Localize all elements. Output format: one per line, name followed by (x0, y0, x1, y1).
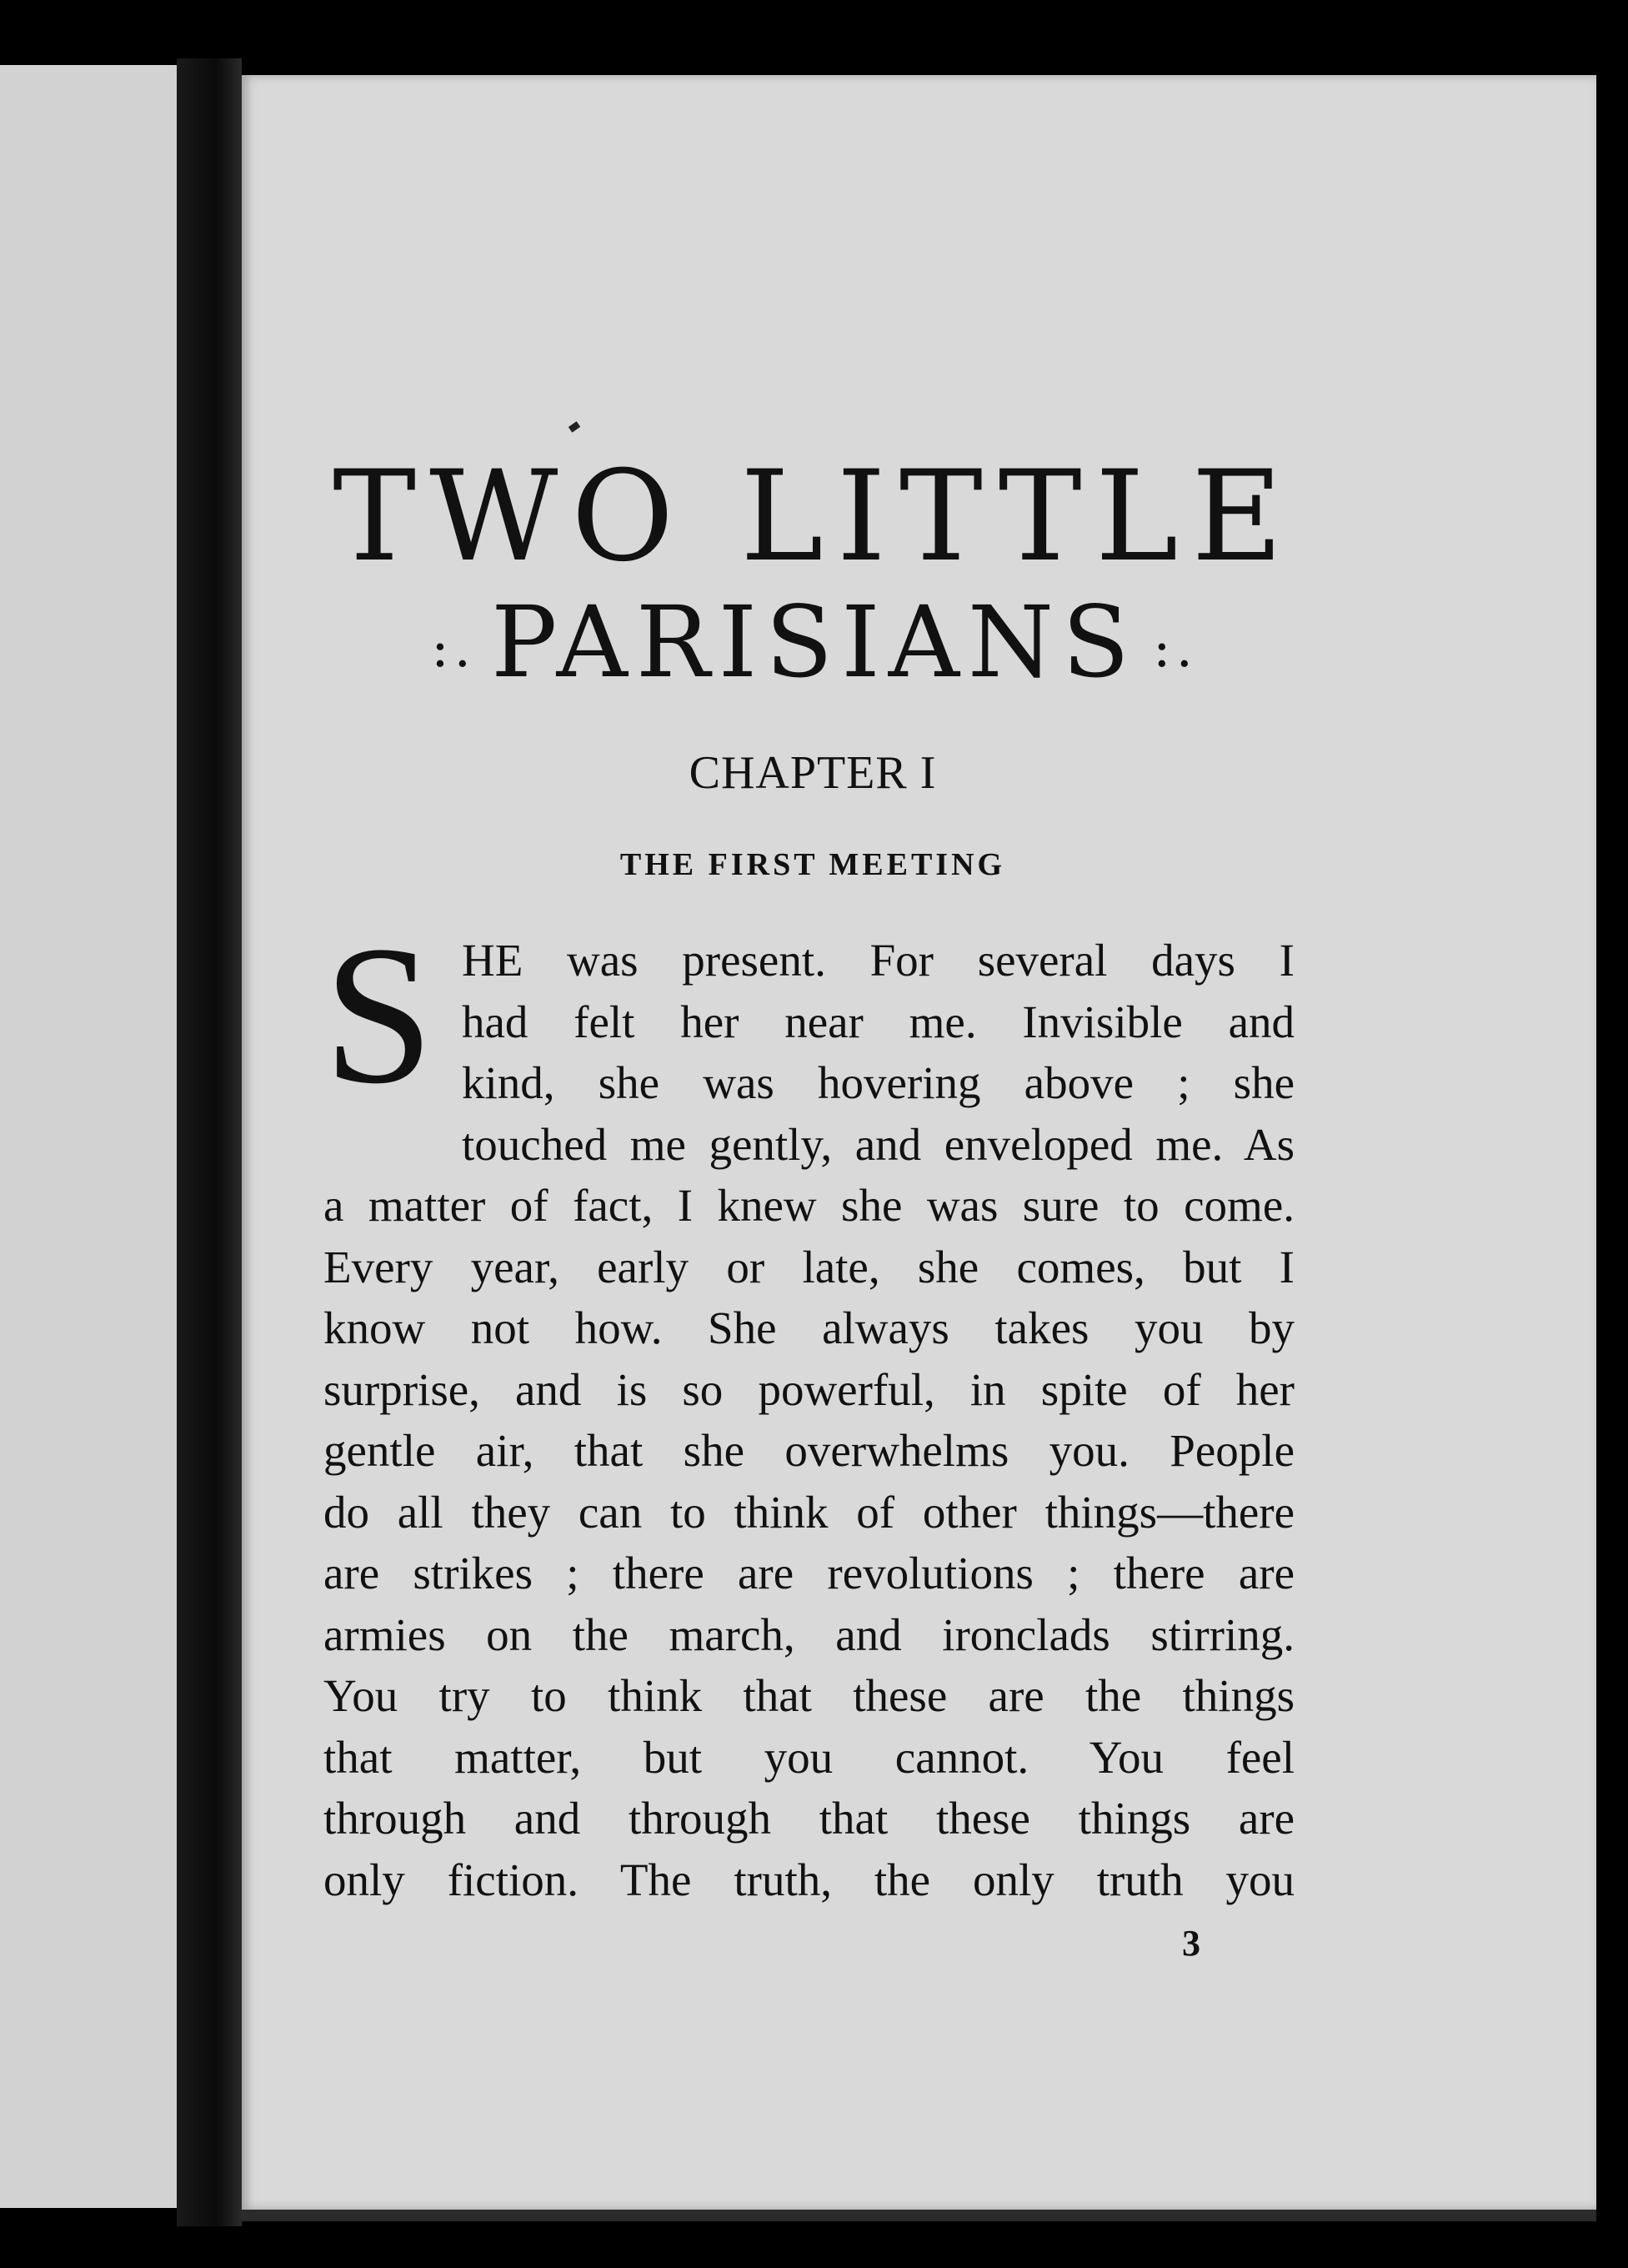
text-line: You try to think that these are the things (323, 1670, 1295, 1721)
title-line-1: TWO LITTLE (333, 444, 1296, 590)
page-number: 3 (1182, 1923, 1200, 1964)
text-line: only fiction. The truth, the only truth you (323, 1854, 1295, 1905)
chapter-title: THE FIRST MEETING (619, 847, 1006, 882)
text-line: that matter, but you cannot. You feel (323, 1731, 1295, 1783)
text-line: surprise, and is so powerful, in spite of her (323, 1363, 1295, 1415)
text-line: gentle air, that she overwhelms you. People (323, 1425, 1295, 1476)
drop-cap-lines (462, 930, 1295, 1114)
ornament-dots-left: :. (431, 618, 476, 680)
text-line: had felt her near me. Invisible and (462, 996, 1295, 1047)
text-line: Every year, early or late, she comes, but I (323, 1241, 1295, 1292)
text-line: armies on the march, and ironclads stirring. (323, 1608, 1295, 1660)
ornament-dots-right: :. (1153, 618, 1198, 680)
previous-page-edge (0, 65, 177, 2208)
text-line: do all they can to think of other things—there (323, 1486, 1295, 1538)
title-line-2-row (327, 584, 1302, 700)
book-gutter (177, 58, 242, 2226)
text-line: a matter of fact, I knew she was sure to come. (323, 1180, 1295, 1231)
drop-cap: S (323, 906, 434, 1125)
chapter-heading: CHAPTER I (689, 747, 937, 799)
text-line: kind, she was hovering above ; she (462, 1057, 1295, 1108)
text-line: know not how. She always takes you by (323, 1302, 1295, 1353)
title-line-2: PARISIANS (491, 585, 1138, 700)
chapter-body (323, 906, 1295, 1910)
book-title (327, 444, 1302, 700)
text-line: through and through that these things are (323, 1793, 1295, 1844)
text-line: touched me gently, and enveloped me. As (462, 1118, 1295, 1170)
text-line: are strikes ; there are revolutions ; there are (323, 1548, 1295, 1598)
page-bottom-edge (242, 2210, 1596, 2221)
text-line: HE was present. For several days I (462, 935, 1295, 986)
